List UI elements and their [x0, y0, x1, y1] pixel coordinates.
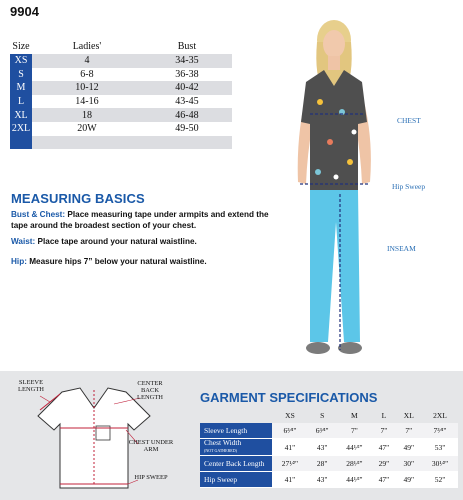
size-chart-row — [10, 81, 232, 95]
bust-column-header: Bust — [177, 40, 197, 52]
scrub-print-dot — [352, 130, 357, 135]
model-figure — [270, 12, 400, 370]
bust-chest-label: Bust & Chest: — [11, 210, 66, 219]
spec-column-header: XS — [285, 410, 295, 420]
waist-instruction — [11, 236, 273, 247]
model-neck — [328, 56, 340, 70]
garment-spec-row — [200, 472, 458, 488]
model-face — [323, 30, 345, 58]
hip-sweep-label: HIP SWEEP — [134, 474, 168, 481]
size-chart-row — [10, 108, 232, 122]
spec-value-cell: 6³⁄⁴" — [308, 423, 336, 439]
bust-cell: 34-35 — [142, 54, 232, 68]
size-chart-row — [10, 136, 232, 150]
sleeve-leader — [40, 396, 50, 402]
spec-row-label — [200, 439, 272, 456]
model-right-shoe — [338, 342, 362, 354]
spec-value-cell: 28¹⁄²" — [336, 456, 372, 472]
spec-value-cell: 28" — [308, 456, 336, 472]
spec-value-cell: 47" — [372, 472, 395, 488]
hip-sweep-callout: Hip Sweep — [392, 182, 426, 191]
spec-row-label-text: Hip Sweep — [204, 474, 238, 484]
spec-row-label — [200, 423, 272, 439]
scrub-print-dot — [334, 175, 339, 180]
spec-row-note: (NOT GATHERED) — [204, 448, 237, 453]
spec-column-header: XL — [403, 410, 414, 420]
spec-row-label-text: Sleeve Length — [204, 425, 248, 435]
spec-column-header: 2XL — [433, 410, 447, 420]
spec-row-label-text: Chest Width — [204, 438, 242, 447]
spec-value-cell: 7" — [372, 423, 395, 439]
size-chart-row — [10, 54, 232, 68]
bust-cell: 46-48 — [142, 108, 232, 122]
spec-value-cell: 7³⁄⁴" — [422, 423, 458, 439]
ladies-cell: 14-16 — [32, 95, 142, 109]
waist-text: Place tape around your natural waistline. — [35, 237, 197, 246]
ladies-cell: 4 — [32, 54, 142, 68]
spec-row-label — [200, 472, 272, 488]
scrub-pants — [310, 190, 360, 342]
spec-value-cell: 30" — [396, 456, 422, 472]
size-cell: XL — [10, 108, 32, 122]
scrub-print-dot — [327, 139, 333, 145]
size-chart-header-row — [10, 38, 232, 54]
bust-chest-text: Place measuring tape under armpits and extend the tape around the broadest section of your chest. — [11, 210, 269, 230]
size-chart-row — [10, 68, 232, 82]
garment-spec-row — [200, 423, 458, 439]
chest-under-arm-label: CHEST UNDER ARM — [128, 439, 174, 453]
sleeve-length-label: SLEEVE LENGTH — [18, 379, 44, 393]
hip-label: Hip: — [11, 257, 27, 266]
hip-instruction — [11, 256, 273, 267]
spec-value-cell: 6³⁄⁴" — [272, 423, 308, 439]
inseam-callout: INSEAM — [387, 244, 416, 253]
ladies-column-header: Ladies' — [72, 40, 102, 52]
size-chart-row — [10, 122, 232, 136]
ladies-cell: 20W — [32, 122, 142, 136]
bust-cell: 36-38 — [142, 68, 232, 82]
bust-chest-instruction — [11, 209, 273, 231]
size-chart-table — [10, 38, 232, 149]
spec-value-cell: 7" — [396, 423, 422, 439]
bust-cell: 43-45 — [142, 95, 232, 109]
spec-value-cell: 27¹⁄²" — [272, 456, 308, 472]
scrub-print-dot — [347, 159, 353, 165]
model-code: 9904 — [10, 4, 39, 19]
garment-label-header — [200, 407, 272, 423]
spec-value-cell: 53" — [422, 439, 458, 456]
size-cell — [10, 136, 32, 150]
garment-spec-row — [200, 439, 458, 456]
garment-specs-table — [200, 407, 458, 488]
spec-column-header: M — [351, 410, 358, 420]
size-cell: M — [10, 81, 32, 95]
bust-cell — [142, 136, 232, 150]
spec-value-cell: 43" — [308, 472, 336, 488]
spec-value-cell: 44¹⁄²" — [336, 472, 372, 488]
size-column-header: Size — [12, 40, 30, 52]
scrub-print-dot — [315, 169, 321, 175]
bust-cell: 49-50 — [142, 122, 232, 136]
spec-value-cell: 41" — [272, 472, 308, 488]
size-chart-row — [10, 95, 232, 109]
size-cell: XS — [10, 54, 32, 68]
ladies-cell — [32, 136, 142, 150]
ladies-cell: 6-8 — [32, 68, 142, 82]
spec-value-cell: 41" — [272, 439, 308, 456]
spec-value-cell: 52" — [422, 472, 458, 488]
scrub-print-dot — [317, 99, 323, 105]
measuring-basics-title: MEASURING BASICS — [11, 191, 145, 206]
ladies-cell: 18 — [32, 108, 142, 122]
scrub-top — [301, 70, 367, 192]
garment-spec-row — [200, 456, 458, 472]
garment-specs-title: GARMENT SPECIFICATIONS — [200, 390, 378, 405]
waist-label: Waist: — [11, 237, 36, 246]
chest-callout: CHEST — [397, 116, 421, 125]
spec-row-label — [200, 456, 272, 472]
bust-cell: 40-42 — [142, 81, 232, 95]
spec-column-header: S — [320, 410, 325, 420]
spec-value-cell: 29" — [372, 456, 395, 472]
spec-value-cell: 44¹⁄²" — [336, 439, 372, 456]
size-cell: S — [10, 68, 32, 82]
spec-value-cell: 47" — [372, 439, 395, 456]
spec-row-label-text: Center Back Length — [204, 458, 265, 468]
size-cell: L — [10, 95, 32, 109]
spec-value-cell: 7" — [336, 423, 372, 439]
size-cell: 2XL — [11, 123, 31, 135]
garment-specs-header-row — [200, 407, 458, 423]
model-left-shoe — [306, 342, 330, 354]
spec-value-cell: 49" — [396, 472, 422, 488]
spec-value-cell: 30¹⁄²" — [422, 456, 458, 472]
ladies-cell: 10-12 — [32, 81, 142, 95]
center-back-length-label: CENTER BACK LENGTH — [137, 380, 163, 401]
spec-column-header: L — [381, 410, 387, 420]
spec-value-cell: 49" — [396, 439, 422, 456]
spec-value-cell: 43" — [308, 439, 336, 456]
hip-text: Measure hips 7” below your natural waistline. — [26, 257, 207, 266]
